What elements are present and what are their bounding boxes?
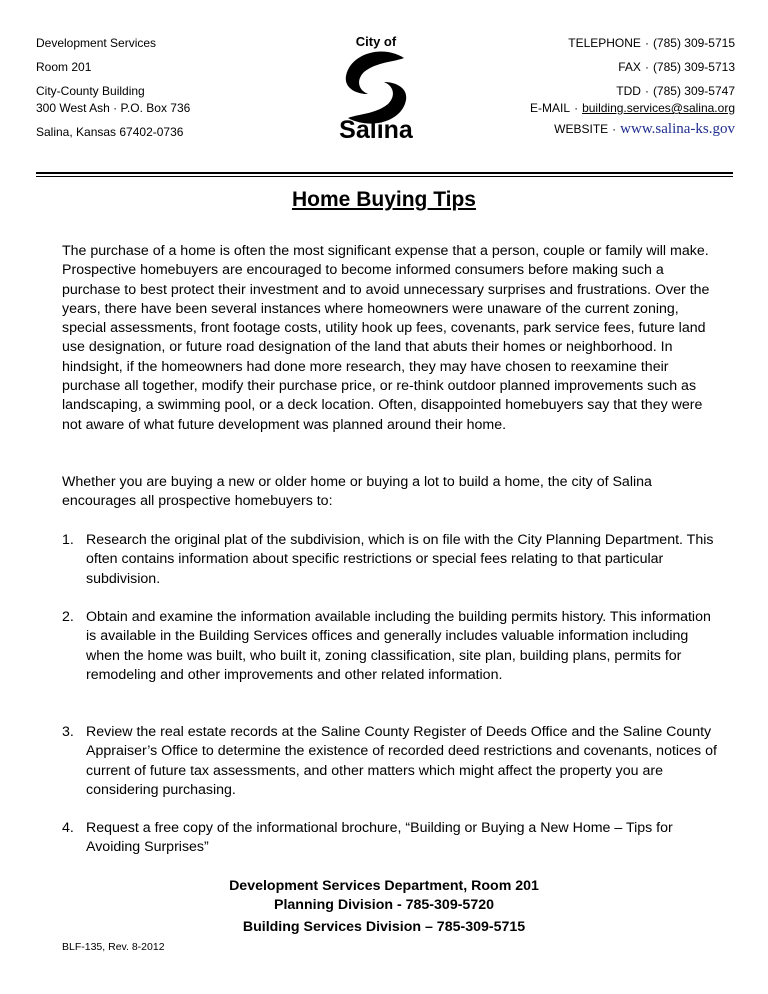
list-item bbox=[62, 819, 722, 858]
fax-label: FAX bbox=[618, 60, 641, 74]
list-text: Obtain and examine the information available including the building permits history. This information is available in the Building Services offices and generally includes valuable information including when the home was built, who built it, zoning classification, site plan, building plans, permits for remodeling and other improvements and other related information. bbox=[86, 609, 711, 683]
tdd bbox=[616, 84, 735, 98]
list-text: Review the real estate records at the Saline County Register of Deeds Office and the Saline County Appraiser’s Office to determine the existence of recorded deed restrictions and covenants, notices of current of future tax assessments, and other matters which might affect the property you are considering purchasing. bbox=[86, 724, 717, 798]
page-title: Home Buying Tips bbox=[292, 188, 476, 211]
fax bbox=[618, 60, 735, 74]
footer-building-services: Building Services Division – 785-309-5715 bbox=[242, 919, 526, 935]
list-text: Request a free copy of the informational brochure, “Building or Buying a New Home – Tips for Avoiding Surprises” bbox=[86, 820, 673, 856]
room: Room 201 bbox=[36, 60, 92, 74]
email bbox=[530, 101, 735, 115]
website-link[interactable]: www.salina-ks.gov bbox=[620, 121, 735, 137]
list-item bbox=[62, 531, 722, 589]
logo-top-text: City of bbox=[355, 34, 397, 49]
list-item bbox=[62, 608, 722, 685]
separator: · bbox=[644, 60, 649, 74]
telephone-label: TELEPHONE bbox=[568, 36, 641, 50]
telephone-value: (785) 309-5715 bbox=[652, 36, 735, 50]
header-rule-thin bbox=[36, 176, 733, 177]
building: City-County Building bbox=[36, 84, 145, 98]
list-item bbox=[62, 723, 722, 800]
separator: · bbox=[612, 122, 617, 136]
telephone bbox=[568, 36, 735, 50]
form-number: BLF-135, Rev. 8-2012 bbox=[62, 941, 165, 953]
separator: · bbox=[644, 36, 649, 50]
website bbox=[554, 122, 735, 136]
city-of-salina-logo-icon bbox=[328, 34, 424, 142]
logo-bottom-text: Salina bbox=[339, 116, 413, 142]
email-label: E-MAIL bbox=[530, 101, 571, 115]
encourage-paragraph: Whether you are buying a new or older home or buying a lot to build a home, the city of Salina encourages all prospective homebuyers to: bbox=[62, 474, 652, 510]
email-link[interactable]: building.services@salina.org bbox=[582, 101, 735, 115]
tdd-label: TDD bbox=[616, 84, 641, 98]
separator: · bbox=[644, 84, 649, 98]
intro-paragraph: The purchase of a home is often the most significant expense that a person, couple or family will make. Prospective homebuyers are encouraged to become informed consumers before making such a purchase to best protect their investment and to avoid unnecessary surprises and frustrations. Over the years, there have been several instances where homeowners were unaware of the current zoning, special assessments, front footage costs, utility hook up fees, covenants, park service fees, future land use designation, or future road designation of the land that abuts their homes or neighborhood. In hindsight, if the homeowners had done more research, they may have chosen to reexamine their purchase all together, modify their purchase price, or re-think outdoor planned improvements such as landscaping, a swimming pool, or a deck location. Often, disappointed homebuyers say that they were not aware of what future development was planned around their home. bbox=[62, 243, 710, 433]
list-number: 2. bbox=[62, 609, 74, 625]
footer-department: Development Services Department, Room 201 bbox=[229, 878, 539, 894]
separator: · bbox=[574, 101, 579, 115]
list-number: 4. bbox=[62, 820, 74, 836]
tdd-value: (785) 309-5747 bbox=[652, 84, 735, 98]
list-number: 3. bbox=[62, 724, 74, 740]
footer-planning: Planning Division - 785-309-5720 bbox=[274, 897, 494, 913]
street-address: 300 West Ash · P.O. Box 736 bbox=[36, 101, 191, 115]
fax-value: (785) 309-5713 bbox=[652, 60, 735, 74]
list-text: Research the original plat of the subdivision, which is on file with the City Planning Department. This often contains information about specific restrictions or special fees relating to that particular subdivision. bbox=[86, 532, 714, 587]
list-number: 1. bbox=[62, 532, 74, 548]
header-rule-thick bbox=[36, 172, 733, 174]
city-state-zip: Salina, Kansas 67402-0736 bbox=[36, 125, 184, 139]
website-label: WEBSITE bbox=[554, 122, 609, 136]
dept-name: Development Services bbox=[36, 36, 157, 50]
